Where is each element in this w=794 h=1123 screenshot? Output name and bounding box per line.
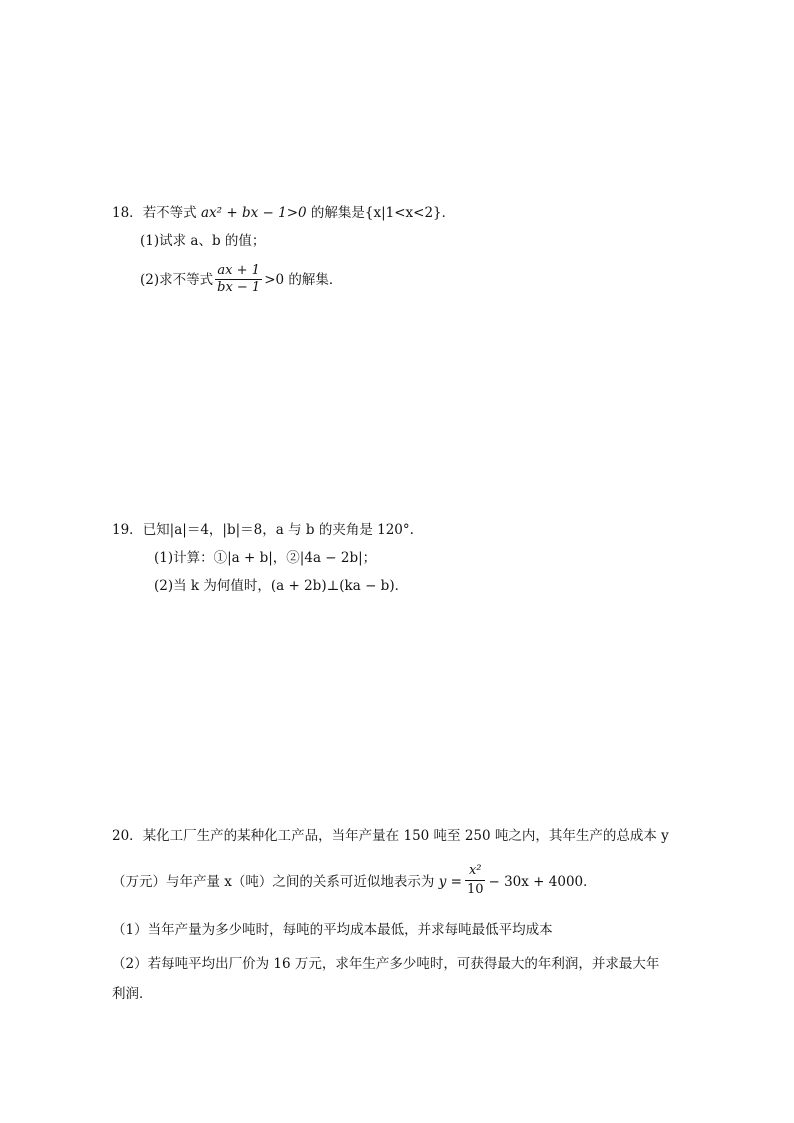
q19-stem-text: 已知|a|＝4，|b|＝8，a 与 b 的夹角是 120°.: [142, 522, 414, 538]
q20-line1-text: 某化工厂生产的某种化工产品，当年产量在 150 吨至 250 吨之内，其年生产的总成本 y: [142, 828, 669, 844]
q18-part1: (1)试求 a、b 的值；: [140, 233, 266, 249]
q18-part2-fraction: [215, 263, 262, 296]
q18-number: 18．: [112, 205, 143, 221]
q20-line1: [112, 826, 669, 846]
q19-number: 19．: [112, 522, 143, 538]
q18-part2-numerator: ax + 1: [215, 263, 262, 280]
q18-stem-set: {x|1<x<2}: [364, 205, 442, 221]
q20-formula-denominator: 10: [466, 882, 484, 897]
q20-line2: [112, 862, 597, 902]
q18-stem-mid: 的解集是: [310, 205, 365, 221]
q20-formula-numerator: x²: [465, 862, 486, 881]
q18-part2-suffix: >0 的解集．: [264, 272, 343, 288]
q20-part2-line2: 利润．: [112, 986, 153, 1002]
q20-number: 20．: [112, 828, 143, 844]
q20-formula-lhs: y =: [438, 874, 462, 890]
q19-part2: (2)当 k 为何值时，(a + 2b)⊥(ka − b)．: [154, 578, 409, 594]
q18-stem-expr: ax² + bx − 1>0: [200, 205, 307, 221]
q20-line2-prefix: （万元）与年产量 x（吨）之间的关系可近似地表示为: [112, 874, 435, 890]
q20-part2-line1: （2）若每吨平均出厂价为 16 万元，求年生产多少吨时，可获得最大的年利润，并求最大年: [112, 956, 660, 972]
q18-part2: [140, 262, 342, 298]
q20-formula-rest: − 30x + 4000．: [488, 874, 597, 890]
q18-stem-end: ．: [441, 205, 456, 221]
q18-stem-prefix: 若不等式: [142, 205, 197, 221]
q18-stem: [112, 203, 455, 223]
q20-part1: （1）当年产量为多少吨时，每吨的平均成本最低，并求每吨最低平均成本: [112, 922, 553, 938]
q18-part2-denominator: bx − 1: [217, 280, 261, 295]
q20-formula-fraction: [465, 862, 486, 899]
q18-part2-prefix: (2)求不等式: [140, 272, 214, 288]
q19-stem: [112, 520, 414, 540]
q19-part1: (1)计算：①|a + b|，②|4a − 2b|；: [154, 550, 377, 566]
